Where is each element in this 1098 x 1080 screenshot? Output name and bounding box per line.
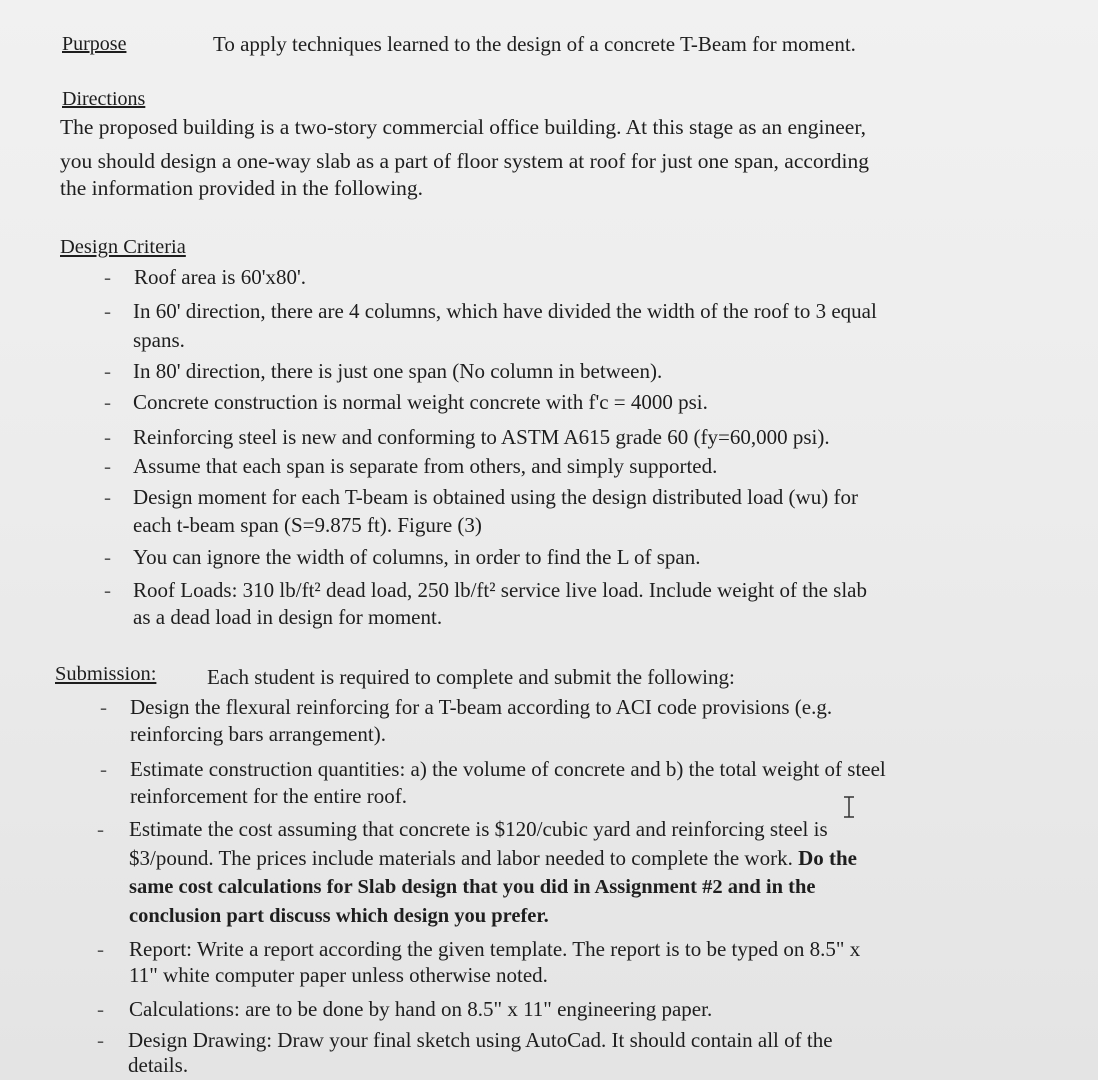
bullet-dash: -: [97, 937, 104, 961]
bullet-dash: -: [104, 265, 111, 289]
bullet-dash: -: [100, 757, 107, 781]
submission-item-continuation: same cost calculations for Slab design that you did in Assignment #2 and in the: [129, 876, 816, 898]
criteria-item: In 80' direction, there is just one span (No column in between).: [133, 359, 663, 383]
submission-label: Submission:: [55, 663, 157, 685]
criteria-item: Roof Loads: 310 lb/ft² dead load, 250 lb/ft² service live load. Include weight of the slab: [133, 578, 867, 602]
directions-line: you should design a one-way slab as a part of floor system at roof for just one span, according: [60, 149, 870, 173]
bullet-dash: -: [97, 1028, 104, 1052]
submission-item-continuation: reinforcing bars arrangement).: [130, 722, 386, 746]
submission-item: Design Drawing: Draw your final sketch using AutoCad. It should contain all of the: [128, 1028, 833, 1052]
bullet-dash: -: [104, 425, 111, 449]
purpose-label: Purpose: [62, 33, 127, 55]
criteria-item-continuation: spans.: [133, 328, 185, 352]
bullet-dash: -: [104, 485, 111, 509]
bullet-dash: -: [97, 817, 104, 841]
submission-item: Report: Write a report according the given template. The report is to be typed on 8.5" x: [129, 937, 861, 961]
cost-bold-text: Do the: [798, 846, 857, 870]
criteria-item: You can ignore the width of columns, in order to find the L of span.: [133, 545, 701, 569]
bullet-dash: -: [104, 359, 111, 383]
bullet-dash: -: [104, 454, 111, 478]
design-criteria-heading: Design Criteria: [60, 236, 186, 258]
submission-item: Estimate the cost assuming that concrete is $120/cubic yard and reinforcing steel is: [129, 817, 828, 841]
submission-item: Calculations: are to be done by hand on 8.5" x 11" engineering paper.: [129, 997, 713, 1021]
submission-item-continuation: reinforcement for the entire roof.: [130, 784, 407, 808]
criteria-item: Roof area is 60'x80'.: [134, 265, 307, 289]
text-cursor-icon: [842, 796, 856, 818]
criteria-item: Concrete construction is normal weight concrete with f'c = 4000 psi.: [133, 390, 708, 414]
submission-item-continuation: [129, 845, 857, 871]
submission-item-continuation: details.: [128, 1053, 189, 1077]
criteria-item: Assume that each span is separate from others, and simply supported.: [133, 454, 718, 478]
bullet-dash: -: [104, 299, 111, 323]
submission-item: Estimate construction quantities: a) the volume of concrete and b) the total weight of steel: [130, 757, 886, 781]
criteria-item: In 60' direction, there are 4 columns, which have divided the width of the roof to 3 equal: [133, 299, 877, 323]
criteria-item: Design moment for each T-beam is obtained using the design distributed load (wu) for: [133, 485, 858, 509]
submission-item-continuation: 11" white computer paper unless otherwise noted.: [129, 963, 548, 987]
directions-heading: Directions: [62, 88, 146, 110]
bullet-dash: -: [104, 390, 111, 414]
submission-item-continuation: conclusion part discuss which design you prefer.: [129, 905, 549, 927]
bullet-dash: -: [104, 578, 111, 602]
directions-line: the information provided in the following.: [60, 176, 424, 200]
submission-item: Design the flexural reinforcing for a T-beam according to ACI code provisions (e.g.: [130, 695, 833, 719]
criteria-item: Reinforcing steel is new and conforming to ASTM A615 grade 60 (fy=60,000 psi).: [133, 425, 830, 449]
directions-line: The proposed building is a two-story commercial office building. At this stage as an engineer,: [60, 115, 866, 139]
bullet-dash: -: [104, 545, 111, 569]
cost-prices-text: $3/pound. The prices include materials and labor needed to complete the work.: [129, 846, 793, 870]
submission-intro: Each student is required to complete and submit the following:: [207, 665, 735, 689]
criteria-item-continuation: each t-beam span (S=9.875 ft). Figure (3): [133, 513, 482, 537]
bullet-dash: -: [100, 695, 107, 719]
criteria-item-continuation: as a dead load in design for moment.: [133, 605, 443, 629]
bullet-dash: -: [97, 997, 104, 1021]
purpose-text: To apply techniques learned to the design of a concrete T-Beam for moment.: [213, 32, 856, 56]
